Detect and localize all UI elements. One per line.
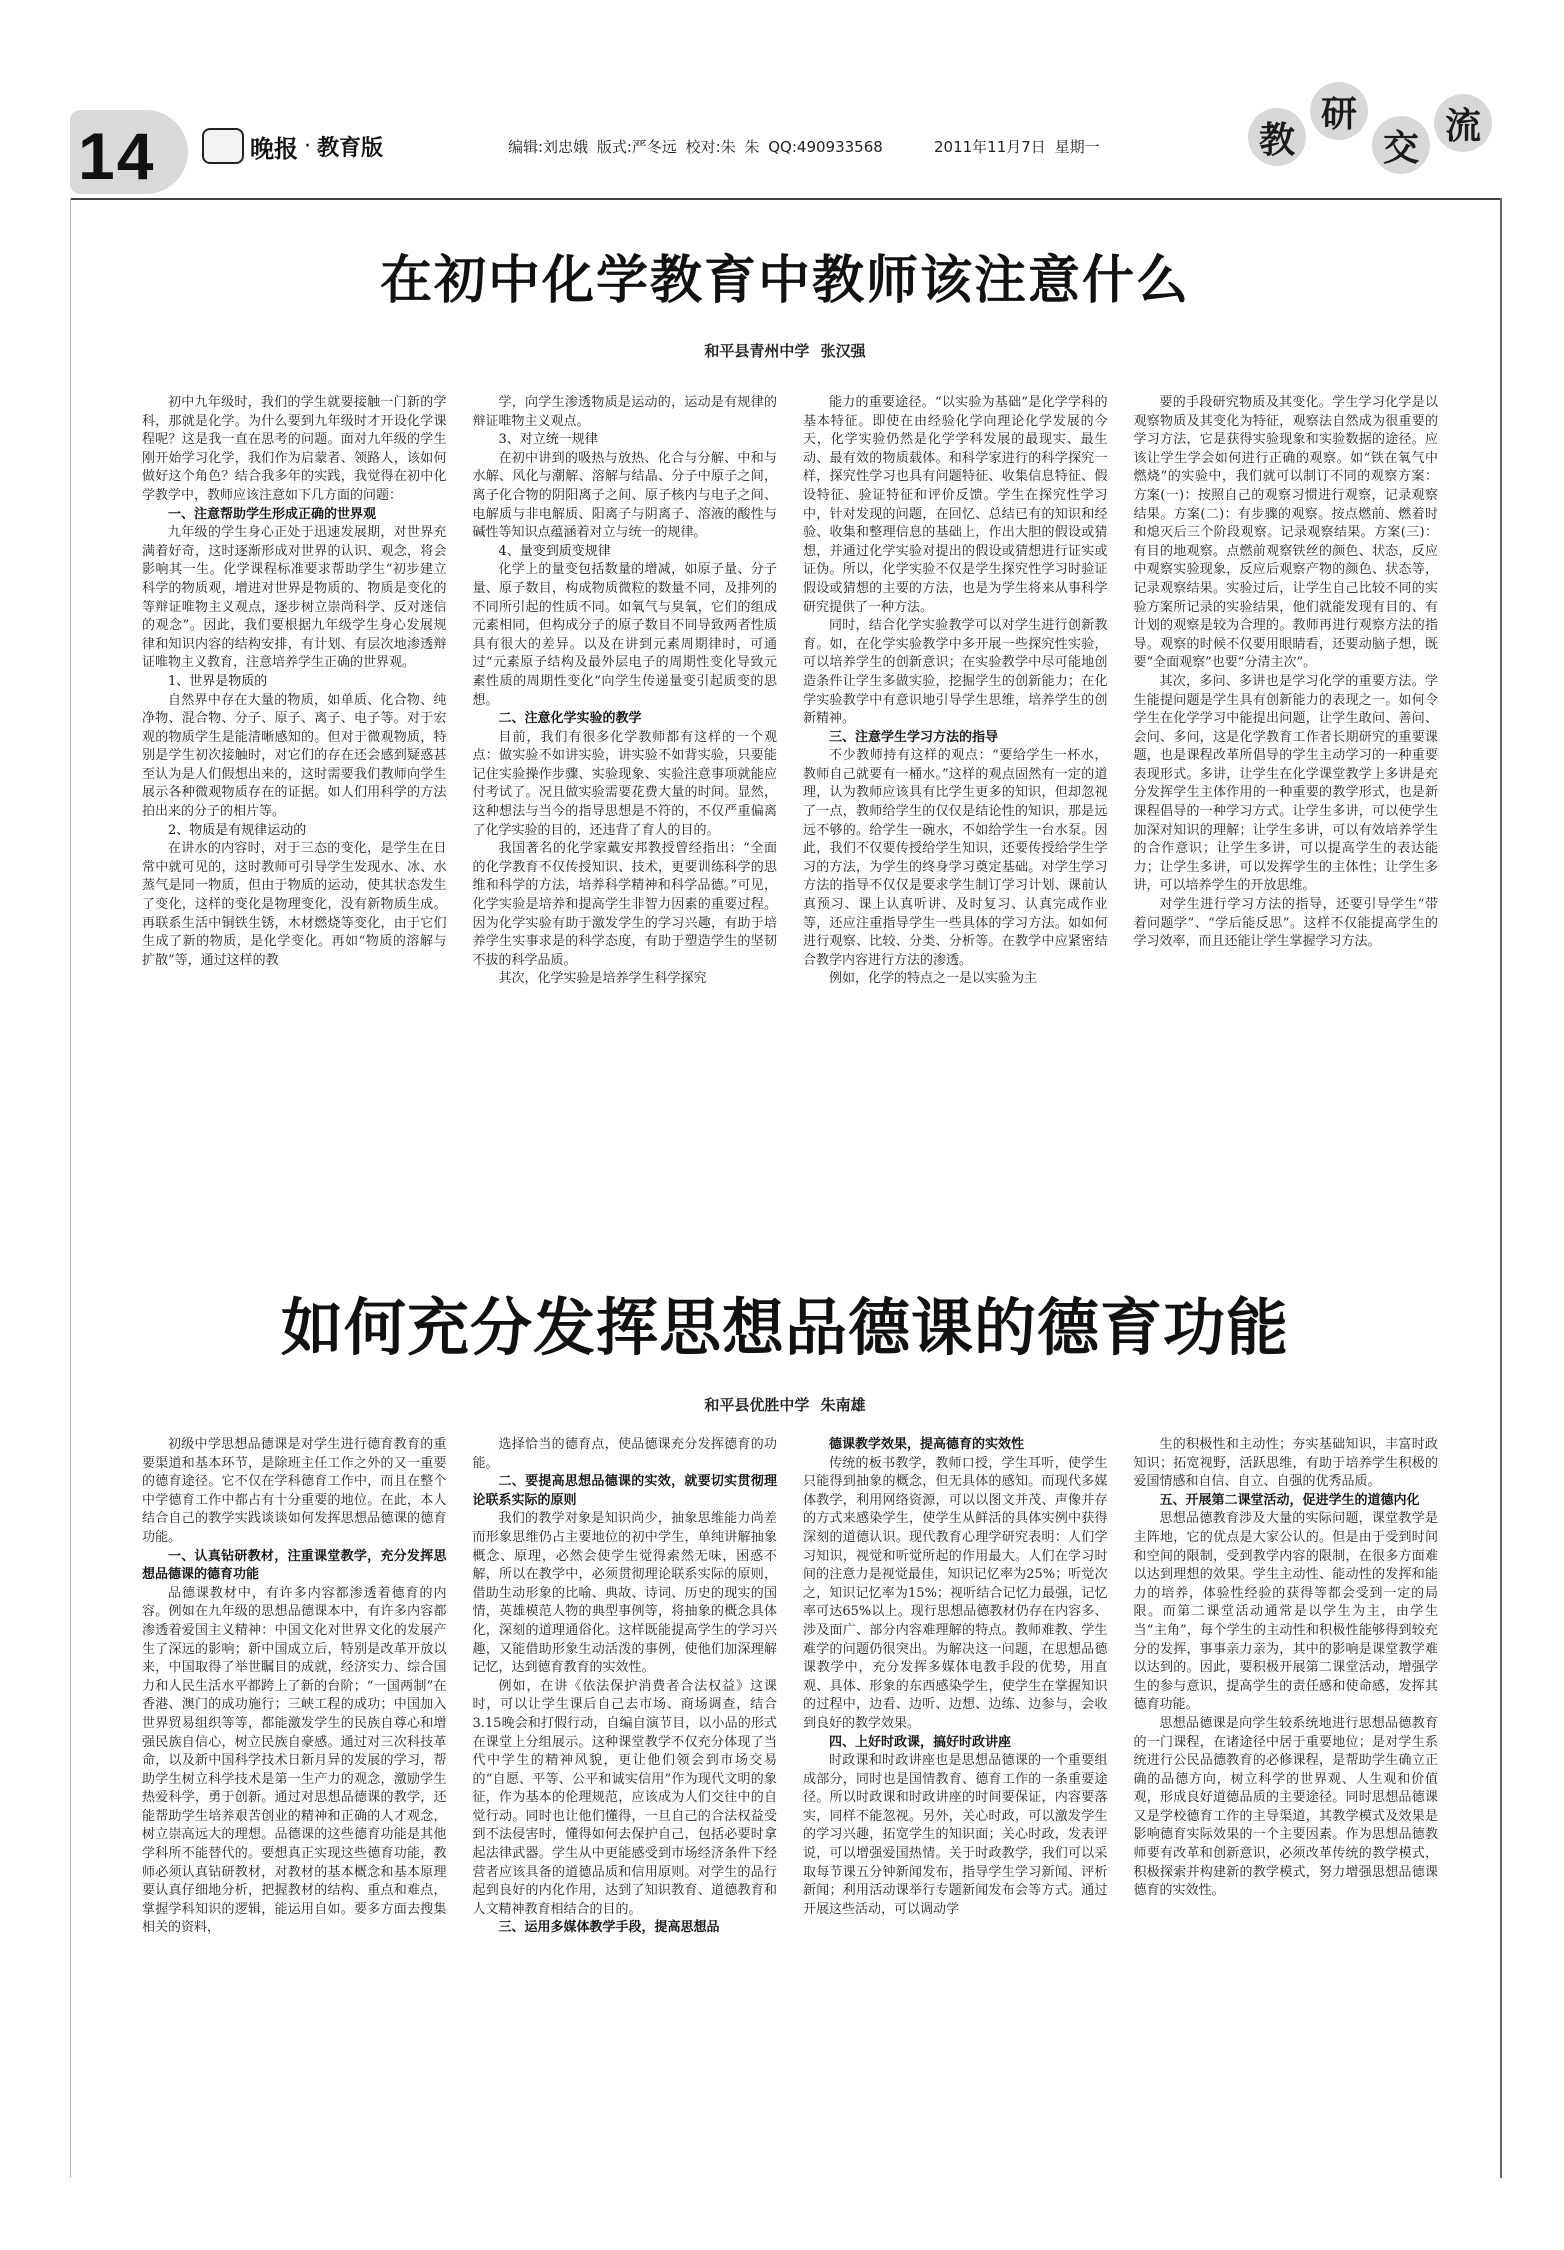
header-rule [70,198,1502,200]
body-paragraph: 选择恰当的德育点，使品德课充分发挥德育的功能。 [472,1437,777,1471]
article-2-column [473,1436,778,2178]
section-heading: 4、量变到质变规律 [498,543,611,559]
body-paragraph: 品德课教材中，有许多内容都渗透着德育的内容。例如在九年级的思想品德课本中，有许多内容都渗透着爱国主义精神：中国文化对世界文化的发展产生了深远的影响；新中国成立后，特别是改革开放以来，中国取得了举世瞩目的成就，经济实力、综合国力和人民生活水平都跨上了新的台阶；“一国两制”在香港、澳门的成功施行；三峡工程的成功；中国加入世界贸易组织等等，都能激发学生的民族自尊心和增强民族自信心，树立民族自豪感。通过对三次科技革命，以及新中国科学技术日新月异的发展的学习，帮助学生树立科学技术是第一生产力的观念，激励学生热爱科学，勇于创新。通过对思想品德课的教学，还能帮助学生培养艰苦创业的精神和正确的人才观念，树立崇高远大的理想。品德课的这些德育功能是其他学科所不能替代的。要想真正实现这些德育功能，教师必须认真钻研教材，对教材的基本概念和基本原理要认真仔细地分析，把握教材的结构、重点和难点，掌握学科知识的逻辑，能运用自如。要多方面去搜集相关的资料， [142,1585,447,1936]
body-paragraph: 其次，多问、多讲也是学习化学的重要方法。学生能提问题是学生具有创新能力的表现之一。如何令学生在化学学习中能提出问题，让学生敢问、善问、会问、多问，这是化学教育工作者长期研究的重要课题，也是课程改革所倡导的学生主动学习的一种重要表现形式。多讲，让学生在化学课堂教学上多讲是充分发挥学生主体作用的一种重要的教学形式，也是新课程倡导的一种学习方式。让学生多讲，可以使学生加深对知识的理解；让学生多讲，可以有效培养学生的合作意识；让学生多讲，可以提高学生的表达能力；让学生多讲，可以发挥学生的主体性；让学生多讲，可以培养学生的开放思维。 [1133,673,1438,894]
section-heading: 五、开展第二课堂活动，促进学生的道德内化 [1159,1492,1420,1508]
section-heading: 3、对立统一规律 [498,432,598,448]
article-2-body [142,1436,1438,2178]
masthead [70,82,1500,202]
section-heading: 三、注意学生学习方法的指导 [829,729,999,745]
left-border [70,198,71,2178]
body-paragraph: 学，向学生渗透物质是运动的，运动是有规律的辩证唯物主义观点。 [472,395,777,429]
column-title-char: 交 [1372,116,1430,174]
issue-date: 2011年11月7日 星期一 [934,138,1100,156]
body-paragraph: 对学生进行学习方法的指导，还要引导学生“带着问题学”、“学后能反思”。这样不仅能提高学生的学习效率，而且还能让学生掌握学习方法。 [1133,897,1438,950]
section-heading: 二、注意化学实验的教学 [498,711,642,727]
section-heading: 2、物质是有规律运动的 [168,822,307,838]
body-paragraph: 在讲水的内容时，对于三态的变化，是学生在日常中就可见的，这时教师可引导学生发现水、冰、水蒸气是同一物质，但由于物质的运动，使其状态发生了变化，这样的变化是物理变化，没有新物质生成。再联系生活中铜铁生锈，木材燃烧等变化，由于它们生成了新的物质，是化学变化。再如“物质的溶解与扩散”等，通过这样的教 [142,841,447,968]
body-paragraph: 化学上的量变包括数量的增减，如原子量、分子量、原子数目，构成物质微粒的数量不同，及排列的不同所引起的性质不同。如氧气与臭氧，它们的组成元素相同，但构成分子的原子数目不同导致两者性质具有很大的差异。以及在讲到元素周期律时，可通过“元素原子结构及最外层电子的周期性变化导致元素性质的周期性变化”向学生传递量变引起质变的思想。 [472,562,777,708]
article-2-byline: 和平县优胜中学 朱南雄 [704,1396,866,1414]
body-paragraph: 生的积极性和主动性；夯实基础知识，丰富时政知识；拓宽视野，活跃思维，有助于培养学生积极的爱国情感和自信、自立、自强的优秀品质。 [1133,1437,1438,1490]
article-2-column [803,1436,1108,2178]
newspaper-logo-icon [202,128,244,164]
body-paragraph: 时政课和时政讲座也是思想品德课的一个重要组成部分，同时也是国情教育、德育工作的一条重要途径。所以时政课和时政讲座的时间要保证，内容要落实，同样不能忽视。另外，关心时政，可以激发学生的学习兴趣，拓宽学生的知识面；关心时政，发表评说，可以增强爱国热情。关于时政教学，我们可以采取每节课五分钟新闻发布，指导学生学习新闻、评析新闻；利用活动课举行专题新闻发布会等方式。通过开展这些活动，可以调动学 [803,1753,1108,1917]
body-paragraph: 不少教师持有这样的观点：“要给学生一杯水，教师自己就要有一桶水。”这样的观点固然有一定的道理，认为教师应该具有比学生更多的知识，但却忽视了一点，教师给学生的仅仅是结论性的知识，那是远远不够的。给学生一碗水，不如给学生一台水泵。因此，我们不仅要传授给学生知识，还要传授给学生学习的方法，为学生的终身学习奠定基础。对学生学习方法的指导不仅仅是要求学生制订学习计划、课前认真预习、课上认真听讲、及时复习、认真完成作业等，还应注重指导学生一些具体的学习方法。如如何进行观察、比较、分类、分析等。在教学中应紧密结合教学内容进行方法的渗透。 [803,748,1108,968]
article-2-column [1134,1436,1439,2178]
body-paragraph: 初级中学思想品德课是对学生进行德育教育的重要渠道和基本环节，是除班主任工作之外的又一重要的德育途径。它不仅在学科德育工作中，而且在整个中学德育工作中都占有十分重要的地位。在此，本人结合自己的教学实践谈谈如何发挥思想品德课的德育功能。 [142,1437,447,1545]
article-1-column [803,394,1108,1224]
edition-label: 教育版 [317,134,384,161]
column-title-char: 研 [1310,82,1368,140]
body-paragraph: 传统的板书教学，教师口授，学生耳听，使学生只能得到抽象的概念，但无具体的感知。而现代多媒体教学，利用网络资源，可以以图文并茂、声像并存的方式来感染学生，使学生从鲜活的具体实例中获得深刻的道德认识。现代教育心理学研究表明：人们学习知识，视觉和听觉所起的作用最大。人们在学习时间的注意力是视觉最佳，知识记忆率为25%；听觉次之，知识记忆率为15%；视听结合记忆力最强，记忆率可达65%以上。现行思想品德教材仍存在内容多、涉及面广、部分内容难理解的特点。教师难教、学生难学的问题仍很突出。为解决这一问题，在思想品德课教学中，充分发挥多媒体电教手段的优势，用直观、具体、形象的东西感染学生，使学生在掌握知识的过程中，边看、边听、边想、边练、边参与，会收到良好的教学效果。 [803,1455,1108,1731]
column-title-badge [1248,82,1500,200]
section-heading: 四、上好时政课，搞好时政讲座 [829,1734,1012,1750]
article-1-body [142,394,1438,1224]
body-paragraph: 例如，化学的特点之一是以实验为主 [829,971,1038,987]
article-2-headline: 如何充分发挥思想品德课的德育功能 [280,1291,1289,1364]
body-paragraph: 我们的教学对象是知识尚少，抽象思维能力尚差而形象思维仍占主要地位的初中学生，单纯讲解抽象概念、原理，必然会使学生觉得索然无味，困惑不解，所以在教学中，必须贯彻理论联系实际的原则，借助生动形象的比喻、典故、诗词、历史的现实的国情，英雄模范人物的典型事例等，将抽象的概念具体化，深刻的道理通俗化。这样既能提高学生的学习兴趣，又能借助形象生动活泼的事例，使他们加深理解记忆，达到德育教育的实效性。 [472,1511,777,1676]
article-1-column [142,394,447,1224]
newspaper-logo [202,126,383,166]
body-paragraph: 目前，我们有很多化学教师都有这样的一个观点：做实验不如讲实验，讲实验不如背实验，只要能记住实验操作步骤、实验现象、实验注意事项就能应付考试了。况且做实验需要花费大量的时间。显然，这种想法与当今的指导思想是不符的，不仅严重偏离了化学实验的目的，还违背了育人的目的。 [472,729,777,838]
column-title-char: 教 [1248,108,1306,166]
section-heading: 三、运用多媒体教学手段，提高思想品 [498,1920,720,1936]
body-paragraph: 九年级的学生身心正处于迅速发展期，对世界充满着好奇，这时逐渐形成对世界的认识、观念，将会影响其一生。化学课程标准要求帮助学生“初步建立科学的物质观，增进对世界是物质的、物质是变化的等辩证唯物主义观点，逐步树立崇尚科学、反对迷信的观念”。因此，我们要根据九年级学生身心发展规律和知识内容的结构安排，有计划、有层次地渗透辩证唯物主义教育，注意培养学生正确的世界观。 [142,525,447,671]
body-paragraph: 能力的重要途径。“以实验为基础”是化学学科的基本特征。即使在由经验化学向理论化学发展的今天，化学实验仍然是化学学科发展的最现实、最生动、最有效的物质载体。和科学家进行的科学探究一样，探究性学习也具有问题特征、收集信息特征、假设特征、验证特征和评价反馈。学生在探究性学习中，针对发现的问题，在回忆、总结已有的知识和经验、收集和整理信息的基础上，作出大胆的假设或猜想，并通过化学实验对提出的假设或猜想进行证实或证伪。所以，化学实验不仅是学生探究性学习时验证假设或猜想的主要的方法，也是为学生将来从事科学研究提供了一种方法。 [803,395,1108,615]
body-paragraph: 在初中讲到的吸热与放热、化合与分解、中和与水解、风化与潮解、溶解与结晶、分子中原子之间，离子化合物的阴阳离子之间、原子核内与电子之间、电解质与非电解质、阳离子与阴离子、溶液的酸性与碱性等知识点蕴涵着对立与统一的规律。 [472,450,777,541]
column-title-char: 流 [1434,94,1492,152]
body-paragraph: 思想品德教育涉及大量的实际问题，课堂教学是主阵地，它的优点是大家公认的。但是由于受到时间和空间的限制，受到教学内容的限制，在很多方面难以达到理想的效果。学生主动性、能动性的发挥和能力的培养，体验性经验的获得等都会受到一定的局限。而第二课堂活动通常是以学生为主，由学生当“主角”，每个学生的主动性和积极性能够得到较充分的发挥，事事亲力亲为，其中的影响是课堂教学难以达到的。因此，要积极开展第二课堂活动，增强学生的参与意识，提高学生的责任感和使命感，发挥其德育功能。 [1133,1511,1438,1713]
body-paragraph: 初中九年级时，我们的学生就要接触一门新的学科，那就是化学。为什么要到九年级时才开设化学课程呢？这是我一直在思考的问题。面对九年级的学生刚开始学习化学，我们作为启蒙者、领路人，该如何做好这个角色？结合我多年的实践，我觉得在初中化学教学中，教师应该注意如下几方面的问题： [142,395,447,503]
newspaper-name: 晚报 [250,133,298,163]
body-paragraph: 同时，结合化学实验教学可以对学生进行创新教育。如，在化学实验教学中多开展一些探究性实验，可以培养学生的创新意识；在实验教学中尽可能地创造条件让学生多做实验，挖掘学生的创新能力；在化学实验教学中有意识地引导学生思维，培养学生的创新精神。 [803,618,1108,727]
body-paragraph: 例如，在讲《依法保护消费者合法权益》这课时，可以让学生课后自己去市场、商场调查，结合3.15晚会和打假行动，自编自演节目，以小品的形式在课堂上分组展示。这种课堂教学不仅充分体现了当代中学生的精神风貌，更让他们领会到市场交易的“自愿、平等、公平和诚实信用”作为现代文明的象征，作为基本的伦理规范，应该成为人们交往中的自觉行动。同时也让他们懂得，一旦自己的合法权益受到不法侵害时，懂得如何去保护自己，包括必要时拿起法律武器。学生从中更能感受到市场经济条件下经营者应该具备的道德品质和信用原则。对学生的品行起到良好的内化作用，达到了知识教育、道德教育和人文精神教育相结合的目的。 [472,1678,777,1917]
section-heading: 德课教学效果，提高德育的实效性 [829,1437,1025,1452]
section-heading: 一、认真钻研教材，注重课堂教学，充分发挥思想品德课的德育功能 [142,1548,447,1583]
right-border [1500,198,1502,2178]
body-paragraph: 其次，化学实验是培养学生科学探究 [498,971,707,987]
section-heading: 二、要提高思想品德课的实效，就要切实贯彻理论联系实际的原则 [472,1474,777,1508]
staff-credits: 编辑:刘忠娥 版式:严冬远 校对:朱 朱 QQ:490933568 [508,138,883,156]
article-1-column [473,394,778,1224]
separator-dot: · [304,133,311,159]
article-1-byline: 和平县青州中学 张汉强 [704,342,866,360]
article-2-column [142,1436,447,2178]
section-heading: 一、注意帮助学生形成正确的世界观 [168,506,377,522]
article-1-column [1134,394,1439,1224]
body-paragraph: 思想品德课是向学生较系统地进行思想品德教育的一门课程，在诸途径中居于重要地位；是对学生系统进行公民品德教育的必修课程，是帮助学生确立正确的品德方向，树立科学的世界观、人生观和价值观，形成良好道德品质的主要途径。同时思想品德课又是学校德育工作的主导渠道，其教学模式及效果是影响德育实际效果的一个主要因素。作为思想品德教师要有改革和创新意识，必须改革传统的教学模式，积极探索并构建新的教学模式，努力增强思想品德课德育的实效性。 [1133,1715,1438,1899]
body-paragraph: 要的手段研究物质及其变化。学生学习化学是以观察物质及其变化为特征，观察法自然成为很重要的学习方法，它是获得实验现象和实验数据的途径。应该让学生学会如何进行正确的观察。如“铁在氧气中燃烧”的实验中，我们就可以制订不同的观察方案：方案(一)：按照自己的观察习惯进行观察，记录观察结果。方案(二)：有步骤的观察。按点燃前、燃着时和熄灭后三个阶段观察。记录观察结果。方案(三)：有目的地观察。点燃前观察铁丝的颜色、状态，反应中观察实验现象，反应后观察产物的颜色、状态等，记录观察结果。实验过后，让学生自己比较不同的实验方案所记录的实验结果，他们就能发现有目的、有计划的观察是较为合理的。教师再进行观察方法的指导。观察的时候不仅要用眼睛看，还要动脑子想，既要“全面观察”也要“分清主次”。 [1133,395,1438,671]
page-number: 14 [78,119,156,193]
article-1-headline: 在初中化学教育中教师该注意什么 [379,251,1190,311]
body-paragraph: 我国著名的化学家戴安邦教授曾经指出：“全面的化学教育不仅传授知识、技术，更要训练科学的思维和科学的方法，培养科学精神和科学品德。”可见，化学实验是培养和提高学生非智力因素的重要过程。因为化学实验有助于激发学生的学习兴趣，有助于培养学生实事求是的科学态度，有助于塑造学生的坚韧不拔的科学品质。 [472,841,777,968]
body-paragraph: 自然界中存在大量的物质，如单质、化合物、纯净物、混合物、分子、原子、离子、电子等。对于宏观的物质学生是能清晰感知的。但对于微观物质，特别是学生初次接触时，对它们的存在还会感到疑惑甚至认为是人们假想出来的，这时需要我们教师向学生展示各种微观物质存在的证据。如人们用科学的方法拍出来的分子的相片等。 [142,692,447,820]
section-heading: 1、世界是物质的 [168,673,268,689]
